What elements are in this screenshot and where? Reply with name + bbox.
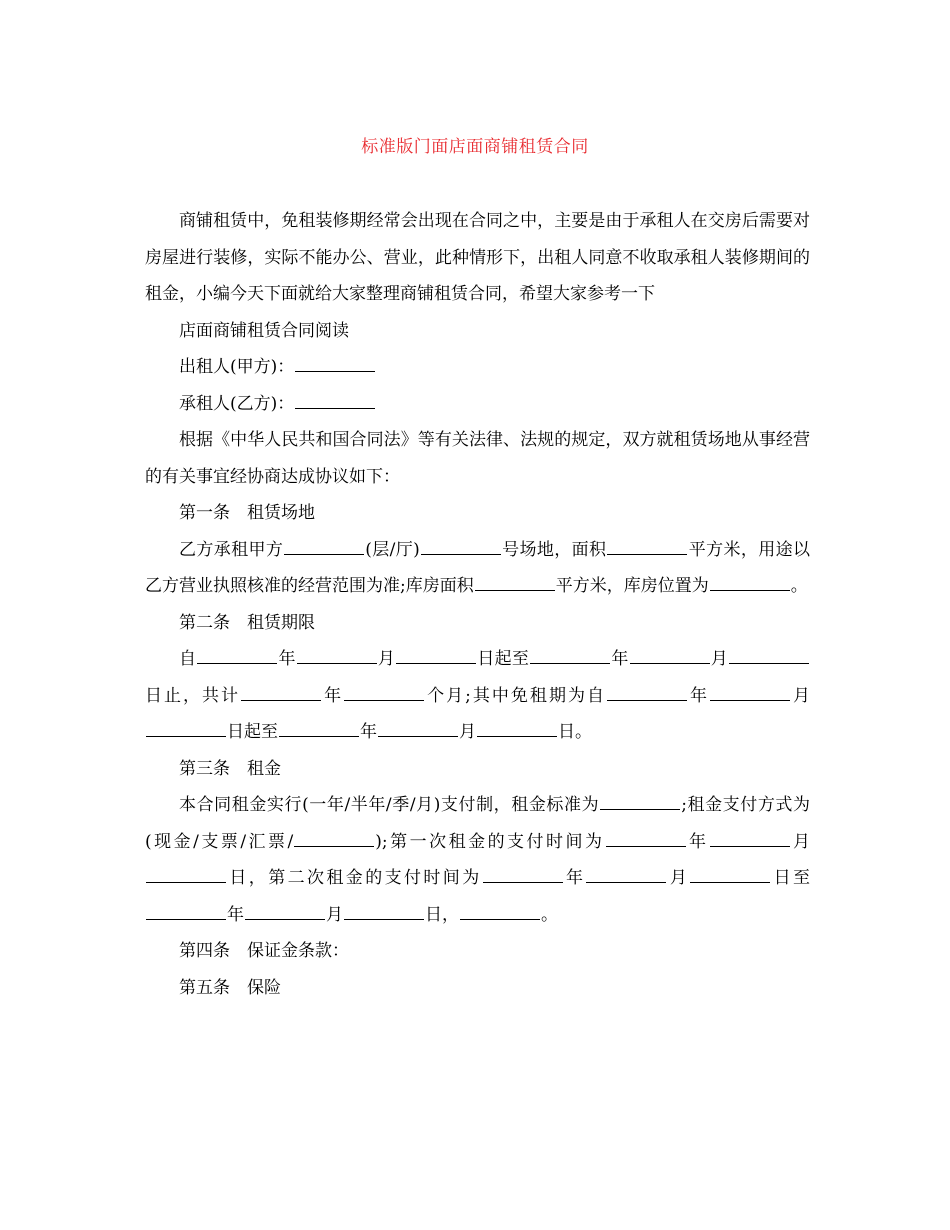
article2-text: 月 bbox=[459, 722, 476, 742]
article3-text: 月 bbox=[790, 831, 810, 852]
article1-body bbox=[145, 532, 810, 605]
blank-field bbox=[421, 536, 501, 555]
article1-text: 。 bbox=[790, 576, 808, 596]
article1-title: 租赁场地 bbox=[247, 503, 315, 523]
lessor-line bbox=[145, 349, 810, 386]
article3-text: 年 bbox=[686, 831, 709, 852]
blank-field bbox=[297, 645, 377, 664]
blank-field bbox=[241, 682, 321, 701]
blank-field bbox=[146, 718, 226, 737]
blank-field bbox=[294, 828, 374, 847]
document-title: 标准版门面店面商铺租赁合同 bbox=[361, 137, 589, 157]
article2-heading bbox=[145, 605, 810, 642]
article3-text: 月 bbox=[667, 868, 690, 888]
article2-text: 日止，共计 bbox=[145, 685, 241, 706]
article3-text: 年 bbox=[227, 904, 244, 925]
article2-number: 第二条 bbox=[179, 612, 230, 633]
article1-heading bbox=[145, 495, 810, 532]
blank-field bbox=[600, 791, 680, 810]
lessor-label: 出租人(甲方)： bbox=[179, 357, 295, 377]
lessor-blank bbox=[295, 353, 375, 372]
lessee-line bbox=[145, 386, 810, 423]
article3-body bbox=[145, 787, 810, 933]
article1-text: (层/厅) bbox=[365, 539, 420, 560]
blank-field bbox=[197, 645, 277, 664]
article3-text: 日至 bbox=[771, 868, 811, 888]
blank-field bbox=[344, 901, 424, 920]
article3-text: 日， bbox=[425, 904, 459, 925]
lessee-label: 承租人(乙方)： bbox=[179, 393, 295, 414]
blank-field bbox=[146, 864, 226, 883]
article1-number: 第一条 bbox=[179, 503, 230, 523]
intro-paragraph: 商铺租赁中，免租装修期经常会出现在合同之中，主要是由于承租人在交房后需要对房屋进行装修，实际不能办公、营业，此种情形下，出租人同意不收取承租人装修期间的租金，小编今天下面就给大家整理商铺租赁合同，希望大家参考一下 bbox=[145, 211, 810, 304]
blank-field bbox=[396, 645, 476, 664]
article1-text: 乙方承租甲方 bbox=[179, 539, 284, 560]
article2-text: 年 bbox=[278, 649, 296, 669]
blank-field bbox=[483, 864, 563, 883]
article3-number: 第三条 bbox=[179, 758, 230, 779]
blank-field bbox=[710, 572, 790, 591]
article2-text: 月 bbox=[710, 649, 729, 669]
blank-field bbox=[477, 718, 557, 737]
blank-field bbox=[475, 572, 555, 591]
basis-paragraph: 根据《中华人民共和国合同法》等有关法律、法规的规定，双方就租赁场地从事经营的有关事宜经协商达成协议如下： bbox=[145, 430, 810, 487]
article2-text: 年 bbox=[611, 649, 629, 669]
article1-text: 平方米，用途以乙方营业执照核准的经营范围为准;库房面积 bbox=[145, 539, 810, 596]
blank-field bbox=[344, 682, 424, 701]
article2-text: 日起至 bbox=[227, 722, 278, 742]
blank-field bbox=[460, 901, 540, 920]
article3-text: 。 bbox=[541, 904, 558, 925]
blank-field bbox=[378, 718, 458, 737]
article5-number: 第五条 bbox=[179, 977, 230, 998]
article3-text: 日，第二次租金的支付时间为 bbox=[227, 868, 482, 888]
blank-field bbox=[710, 682, 790, 701]
blank-field bbox=[710, 828, 790, 847]
subtitle: 店面商铺租赁合同阅读 bbox=[179, 320, 349, 341]
blank-field bbox=[606, 828, 686, 847]
blank-field bbox=[607, 536, 687, 555]
article2-text: 年 bbox=[322, 685, 344, 706]
article3-text: ;租金支付方式为(现金/支票/汇票/ bbox=[145, 795, 810, 852]
article2-text: 个月;其中免租期为自 bbox=[425, 685, 606, 706]
blank-field bbox=[146, 901, 226, 920]
article2-text: 年 bbox=[360, 722, 377, 742]
article2-text: 日。 bbox=[558, 722, 592, 742]
article5-heading bbox=[145, 970, 810, 1007]
blank-field bbox=[630, 645, 710, 664]
blank-field bbox=[607, 682, 687, 701]
article4-title: 保证金条款： bbox=[247, 941, 349, 961]
lessee-blank bbox=[295, 390, 375, 409]
article1-text: 平方米，库房位置为 bbox=[555, 576, 709, 596]
article1-text: 号场地，面积 bbox=[501, 539, 607, 560]
article4-heading bbox=[145, 933, 810, 970]
article3-text: 本合同租金实行(一年/半年/季/月)支付制，租金标准为 bbox=[179, 795, 600, 815]
document-body bbox=[145, 203, 810, 1006]
blank-field bbox=[279, 718, 359, 737]
blank-field bbox=[586, 864, 666, 883]
article3-text: 月 bbox=[326, 904, 343, 925]
article5-title: 保险 bbox=[247, 977, 281, 998]
article2-text: 年 bbox=[687, 685, 710, 706]
blank-field bbox=[530, 645, 610, 664]
blank-field bbox=[729, 645, 809, 664]
article3-heading bbox=[145, 751, 810, 788]
article2-title: 租赁期限 bbox=[247, 612, 315, 633]
blank-field bbox=[284, 536, 364, 555]
article3-text: 年 bbox=[563, 868, 586, 888]
article2-body bbox=[145, 641, 810, 751]
article4-number: 第四条 bbox=[179, 941, 230, 961]
article2-text: 自 bbox=[179, 649, 197, 669]
blank-field bbox=[245, 901, 325, 920]
article2-text: 月 bbox=[791, 685, 811, 706]
article3-text: );第一次租金的支付时间为 bbox=[375, 831, 605, 852]
article3-title: 租金 bbox=[247, 758, 281, 779]
article2-text: 月 bbox=[377, 649, 396, 669]
article2-text: 日起至 bbox=[477, 649, 530, 669]
blank-field bbox=[690, 864, 770, 883]
